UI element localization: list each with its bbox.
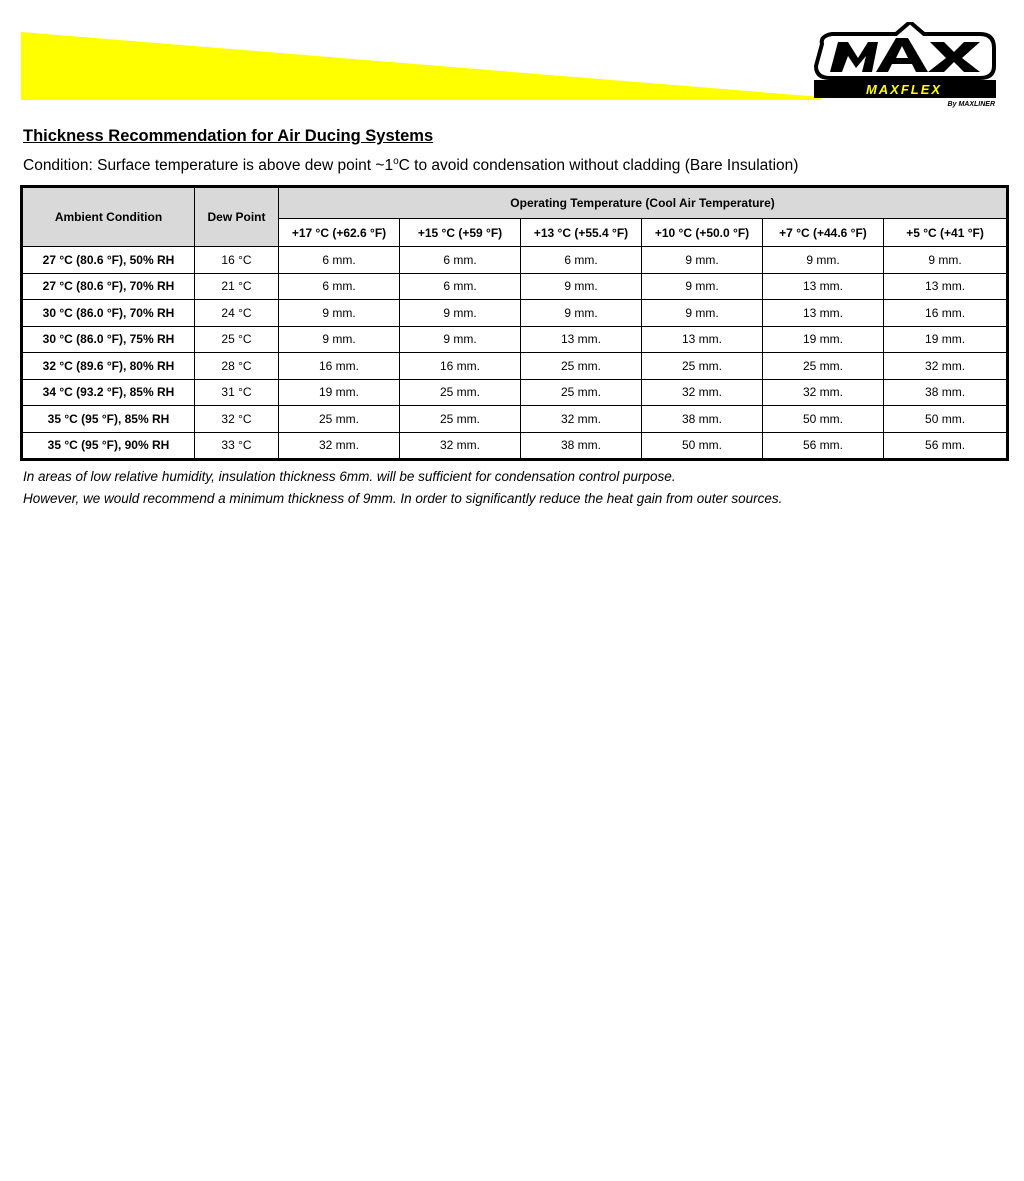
logo-name-text: MAXFLEX bbox=[865, 82, 943, 97]
header-ambient-condition: Ambient Condition bbox=[22, 187, 195, 247]
cell-thickness: 38 mm. bbox=[521, 432, 642, 460]
cell-thickness: 13 mm. bbox=[763, 300, 884, 327]
yellow-banner bbox=[21, 32, 821, 100]
header-op-col: +10 °C (+50.0 °F) bbox=[642, 219, 763, 247]
cell-dew-point: 32 °C bbox=[195, 406, 279, 433]
table-row bbox=[22, 406, 1008, 433]
cell-thickness: 9 mm. bbox=[279, 300, 400, 327]
cell-thickness: 9 mm. bbox=[642, 273, 763, 300]
cell-thickness: 6 mm. bbox=[279, 273, 400, 300]
header-op-col: +15 °C (+59 °F) bbox=[400, 219, 521, 247]
cell-thickness: 32 mm. bbox=[400, 432, 521, 460]
header-op-col: +13 °C (+55.4 °F) bbox=[521, 219, 642, 247]
table-row bbox=[22, 379, 1008, 406]
cell-thickness: 9 mm. bbox=[400, 300, 521, 327]
cell-thickness: 38 mm. bbox=[884, 379, 1008, 406]
header-op-col: +7 °C (+44.6 °F) bbox=[763, 219, 884, 247]
cell-thickness: 6 mm. bbox=[400, 273, 521, 300]
table-row bbox=[22, 432, 1008, 460]
cell-ambient: 32 °C (89.6 °F), 80% RH bbox=[22, 353, 195, 380]
note-line-1: In areas of low relative humidity, insulation thickness 6mm. will be sufficient for condensation control purpose. bbox=[23, 469, 676, 484]
cell-thickness: 13 mm. bbox=[763, 273, 884, 300]
cell-thickness: 9 mm. bbox=[521, 273, 642, 300]
cell-dew-point: 33 °C bbox=[195, 432, 279, 460]
cell-thickness: 19 mm. bbox=[884, 326, 1008, 353]
header-operating-temperature: Operating Temperature (Cool Air Temperature) bbox=[279, 187, 1008, 219]
table-row bbox=[22, 353, 1008, 380]
table-row bbox=[22, 300, 1008, 327]
cell-dew-point: 21 °C bbox=[195, 273, 279, 300]
cell-thickness: 25 mm. bbox=[400, 379, 521, 406]
condition-suffix: C to avoid condensation without cladding (Bare Insulation) bbox=[398, 157, 799, 175]
cell-thickness: 50 mm. bbox=[884, 406, 1008, 433]
cell-thickness: 32 mm. bbox=[642, 379, 763, 406]
cell-dew-point: 25 °C bbox=[195, 326, 279, 353]
cell-thickness: 50 mm. bbox=[642, 432, 763, 460]
table-row bbox=[22, 247, 1008, 274]
cell-thickness: 6 mm. bbox=[279, 247, 400, 274]
cell-thickness: 9 mm. bbox=[642, 247, 763, 274]
cell-thickness: 13 mm. bbox=[642, 326, 763, 353]
cell-dew-point: 31 °C bbox=[195, 379, 279, 406]
cell-thickness: 56 mm. bbox=[884, 432, 1008, 460]
cell-ambient: 27 °C (80.6 °F), 50% RH bbox=[22, 247, 195, 274]
cell-thickness: 6 mm. bbox=[521, 247, 642, 274]
note-line-2: However, we would recommend a minimum thickness of 9mm. In order to significantly reduce the heat gain from outer sources. bbox=[23, 491, 783, 506]
cell-dew-point: 24 °C bbox=[195, 300, 279, 327]
cell-dew-point: 16 °C bbox=[195, 247, 279, 274]
cell-thickness: 50 mm. bbox=[763, 406, 884, 433]
cell-thickness: 9 mm. bbox=[884, 247, 1008, 274]
cell-thickness: 25 mm. bbox=[642, 353, 763, 380]
cell-thickness: 19 mm. bbox=[763, 326, 884, 353]
cell-thickness: 32 mm. bbox=[763, 379, 884, 406]
cell-thickness: 25 mm. bbox=[521, 353, 642, 380]
cell-ambient: 34 °C (93.2 °F), 85% RH bbox=[22, 379, 195, 406]
cell-thickness: 13 mm. bbox=[884, 273, 1008, 300]
cell-thickness: 16 mm. bbox=[279, 353, 400, 380]
logo-by-text: By MAXLINER bbox=[947, 101, 995, 108]
cell-thickness: 9 mm. bbox=[521, 300, 642, 327]
cell-thickness: 32 mm. bbox=[279, 432, 400, 460]
cell-thickness: 32 mm. bbox=[521, 406, 642, 433]
condition-degree-mark: o bbox=[393, 156, 399, 167]
table-body bbox=[22, 247, 1008, 460]
cell-thickness: 9 mm. bbox=[763, 247, 884, 274]
table-row bbox=[22, 273, 1008, 300]
header-op-col: +5 °C (+41 °F) bbox=[884, 219, 1008, 247]
cell-thickness: 38 mm. bbox=[642, 406, 763, 433]
cell-thickness: 25 mm. bbox=[279, 406, 400, 433]
cell-thickness: 16 mm. bbox=[400, 353, 521, 380]
cell-ambient: 35 °C (95 °F), 90% RH bbox=[22, 432, 195, 460]
maxflex-logo bbox=[812, 22, 998, 108]
notes bbox=[23, 466, 782, 510]
thickness-table bbox=[20, 185, 1009, 461]
cell-thickness: 25 mm. bbox=[763, 353, 884, 380]
cell-ambient: 35 °C (95 °F), 85% RH bbox=[22, 406, 195, 433]
cell-thickness: 6 mm. bbox=[400, 247, 521, 274]
cell-thickness: 16 mm. bbox=[884, 300, 1008, 327]
cell-ambient: 30 °C (86.0 °F), 70% RH bbox=[22, 300, 195, 327]
cell-thickness: 9 mm. bbox=[279, 326, 400, 353]
cell-thickness: 9 mm. bbox=[642, 300, 763, 327]
header-op-col: +17 °C (+62.6 °F) bbox=[279, 219, 400, 247]
cell-ambient: 27 °C (80.6 °F), 70% RH bbox=[22, 273, 195, 300]
cell-ambient: 30 °C (86.0 °F), 75% RH bbox=[22, 326, 195, 353]
page-title: Thickness Recommendation for Air Ducing Systems bbox=[23, 127, 434, 145]
condition-text bbox=[23, 156, 798, 175]
cell-dew-point: 28 °C bbox=[195, 353, 279, 380]
cell-thickness: 19 mm. bbox=[279, 379, 400, 406]
cell-thickness: 56 mm. bbox=[763, 432, 884, 460]
cell-thickness: 32 mm. bbox=[884, 353, 1008, 380]
cell-thickness: 25 mm. bbox=[521, 379, 642, 406]
header-dew-point: Dew Point bbox=[195, 187, 279, 247]
cell-thickness: 25 mm. bbox=[400, 406, 521, 433]
cell-thickness: 13 mm. bbox=[521, 326, 642, 353]
condition-prefix: Condition: Surface temperature is above dew point ~1 bbox=[23, 157, 394, 175]
cell-thickness: 9 mm. bbox=[400, 326, 521, 353]
table-row bbox=[22, 326, 1008, 353]
